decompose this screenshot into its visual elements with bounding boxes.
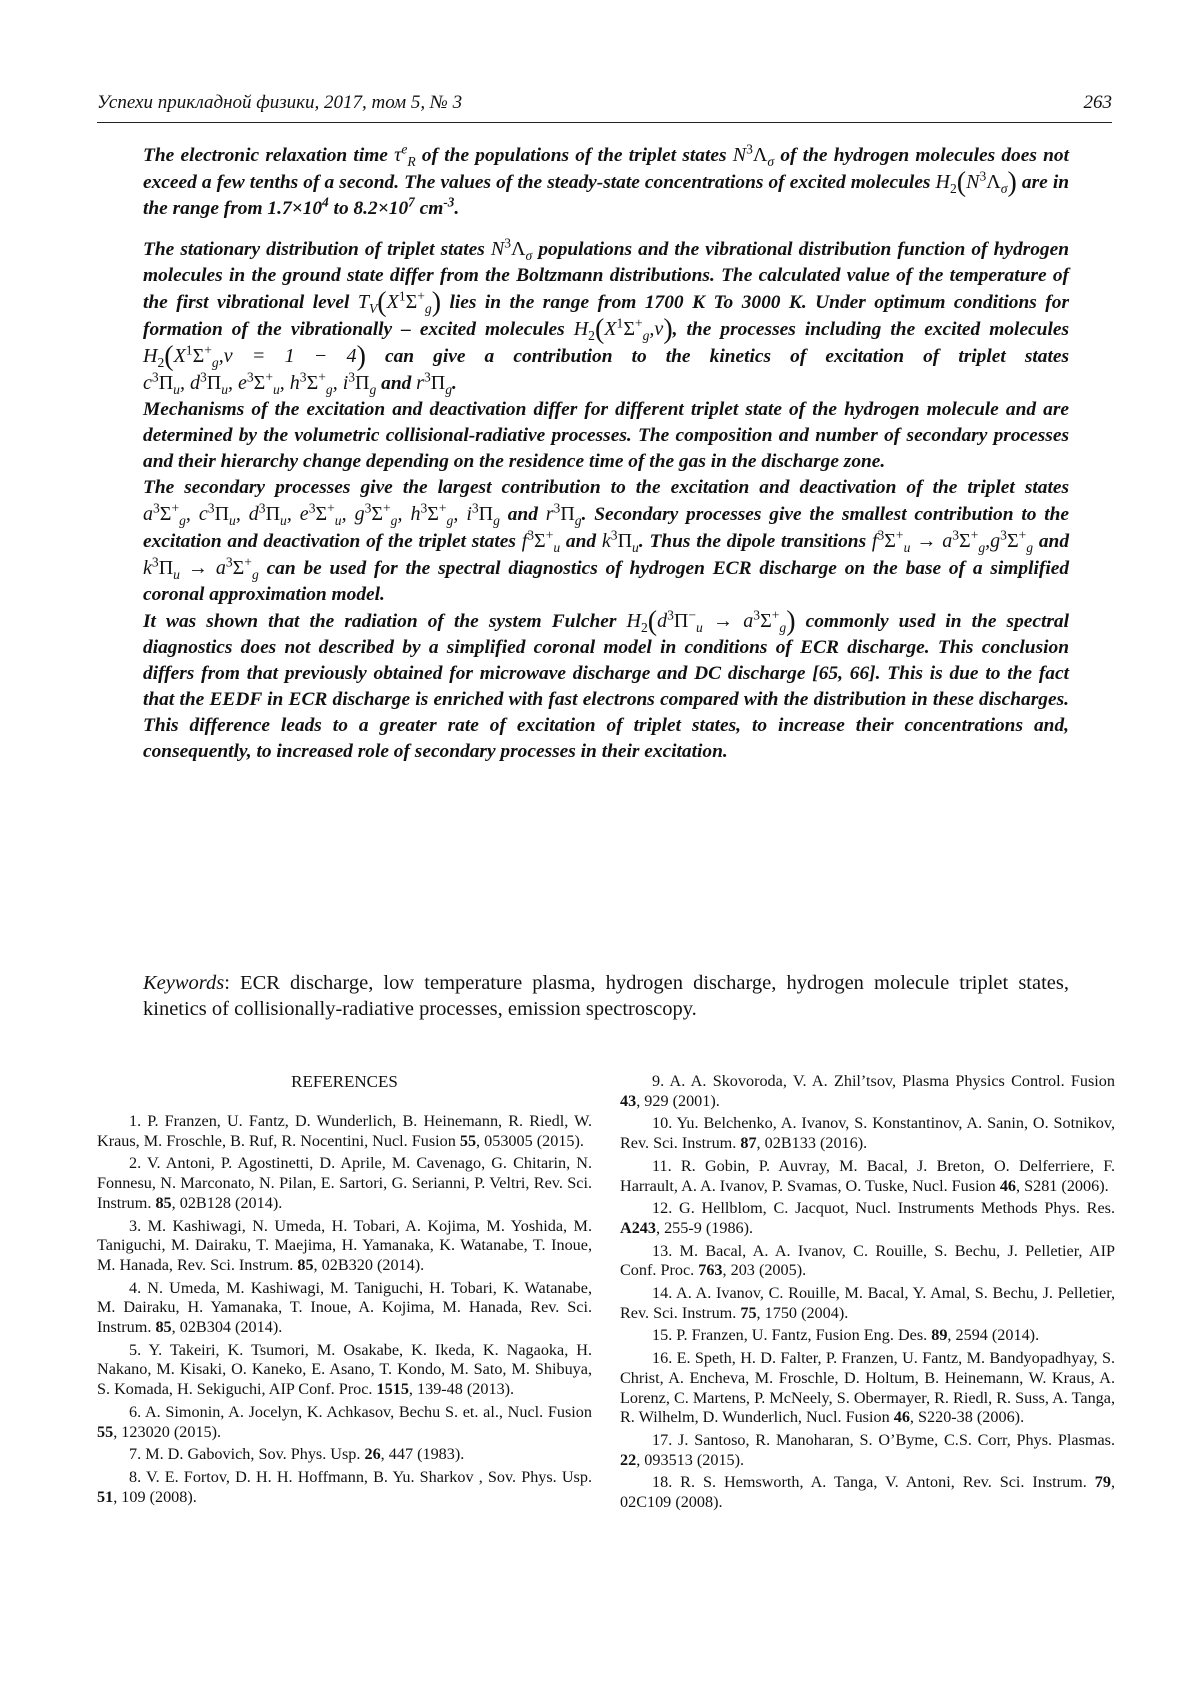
references-left-column [97,1112,592,1510]
formula-triplet-list-2: $a^3\Sigma^+_g$, $c^3\Pi_u$, $d^3\Pi_u$, $e^3\Sigma^+_u$, $g^3\Sigma^+_g$, $h^3\Sigma^+_g$, $i^3\Pi_g$ [143,500,500,528]
reference-item: 7. M. D. Gabovich, Sov. Phys. Usp. 26, 447 (1983). [129,1445,465,1464]
reference-volume: 85 [155,1193,172,1212]
page-number: 263 [1083,92,1112,113]
reference-item: 14. A. A. Ivanov, C. Rouille, M. Bacal, Y. Amal, S. Bechu, J. Pelletier, Rev. Sci. Instrum. 75, 1750 (2004). [620,1284,1115,1322]
formula-h2-x-v-range: $H_2(X^1\Sigma^+_g,v = 1 - 4)$ [143,341,366,372]
reference-item: 12. G. Hellblom, C. Jacquot, Nucl. Instruments Methods Phys. Res. A243, 255-9 (1986). [620,1199,1115,1237]
abstract-paragraph-5: It was shown that the radiation of the system Fulcher $H_2(d^3\Pi^-_u \to a^3\Sigma^+_g)$ commonly used in the spectral diagnostics does not described by a simplified coronal model in conditions of ECR discharge. This conclusion differs from that previously obtained for microwave discharge and DC discharge [65, 66]. This is due to the fact that the EEDF in ECR discharge is enriched with fast electrons compared with the distribution in these discharges. This difference leads to a greater rate of excitation of triplet states, to increase their concentrations and, consequently, to increased role of secondary processes in their excitation. [143,606,1069,762]
reference-volume: 79 [1094,1473,1111,1492]
reference-item: 4. N. Umeda, M. Kashiwagi, M. Taniguchi, H. Tobari, K. Watanabe, M. Dairaku, H. Yamanaka, T. Inoue, A. Kojima, M. Hanada, Rev. Sci. Instrum. 85, 02B304 (2014). [97,1278,592,1337]
formula-transition-f-to-a-g: $f^3\Sigma^+_u \to a^3\Sigma^+_g,g^3\Sigma^+_g$ [871,527,1034,555]
formula-triplet-list-1: $c^3\Pi_u$, $d^3\Pi_u$, $e^3\Sigma^+_u$, $h^3\Sigma^+_g$, $i^3\Pi_g$ [143,369,377,397]
reference-volume: 46 [999,1176,1016,1195]
reference-item: 3. M. Kashiwagi, N. Umeda, H. Tobari, A. Kojima, M. Yoshida, M. Taniguchi, M. Dairaku, T. Maejima, H. Yamanaka, K. Watanabe, T. Inoue, M. Hanada, Rev. Sci. Instrum. 85, 02B320 (2014). [97,1216,592,1274]
reference-volume: 51 [97,1487,114,1506]
reference-item: 16. E. Speth, H. D. Falter, P. Franzen, U. Fantz, M. Bandyopadhyay, S. Christ, A. Encheva, M. Froschle, D. Holtum, B. Heinemann, W. Kraus, A. Lorenz, C. Martens, P. McNeely, S. Obermayer, R. Riedl, R. Suss, A. Tanga, R. Wilhelm, D. Wunderlich, Nucl. Fusion 46, S220-38 (2006). [620,1349,1115,1427]
reference-item: 15. P. Franzen, U. Fantz, Fusion Eng. Des. 89, 2594 (2014). [652,1326,1040,1345]
reference-volume: 55 [459,1131,477,1150]
abstract-paragraph-2: The stationary distribution of triplet states $N^3\Lambda_\sigma$ populations and the vibrational distribution function of hydrogen molecules in the ground state differ from the Boltzmann distributions. The calculated value of the temperature of the first vibrational level $T_V(X^1\Sigma^+_g)$ lies in the range from 1700 K To 3000 K. Under optimum conditions for formation of the vibrationally – excited molecules $H_2(X^1\Sigma^+_g,v)$, the processes including the excited molecules $H_2(X^1\Sigma^+_g,v = 1 - 4)$ can give a contribution to the kinetics of excitation of triplet states $c^3\Pi_u$, $d^3\Pi_u$, $e^3\Sigma^+_u$, $h^3\Sigma^+_g$, $i^3\Pi_g$ and $r^3\Pi_g$. [143,235,1069,397]
abstract-paragraph-4: The secondary processes give the largest contribution to the excitation and deactivation of the triplet states $a^3\Sigma^+_g$, $c^3\Pi_u$, $d^3\Pi_u$, $e^3\Sigma^+_u$, $g^3\Sigma^+_g$, $h^3\Sigma^+_g$, $i^3\Pi_g$ and $r^3\Pi_g$. Secondary processes give the smallest contribution to the excitation and deactivation of the triplet states $f^3\Sigma^+_u$ and $k^3\Pi_u$. Thus the dipole transitions $f^3\Sigma^+_u \to a^3\Sigma^+_g,g^3\Sigma^+_g$ and $k^3\Pi_u \to a^3\Sigma^+_g$ can be used for the spectral diagnostics of hydrogen ECR discharge on the base of a simplified coronal approximation model. [143,477,1070,605]
reference-volume: 85 [297,1255,314,1274]
formula-r3pi-2: $r^3\Pi_g$ [545,500,582,528]
reference-volume: 87 [740,1134,757,1153]
reference-item: 17. J. Santoso, R. Manoharan, S. O’Byme, C.S. Corr, Phys. Plasmas. 22, 093513 (2015). [620,1430,1115,1469]
formula-n3-lambda-2: $N^3\Lambda_\sigma$ [490,235,533,263]
formula-f3sigma: $f^3\Sigma^+_u$ [521,527,561,555]
abstract [143,142,1069,765]
reference-item: 13. M. Bacal, A. A. Ivanov, C. Rouille, S. Bechu, J. Pelletier, AIP Conf. Proc. 763, 203 (2005). [620,1241,1115,1280]
journal-title: Успехи прикладной физики, 2017, том 5, № 3 [97,92,463,113]
reference-volume: 43 [620,1091,637,1110]
reference-volume: 75 [740,1303,757,1322]
reference-item: 5. Y. Takeiri, K. Tsumori, M. Osakabe, K. Ikeda, K. Nagaoka, H. Nakano, M. Kisaki, O. Kaneko, E. Asano, T. Kondo, M. Sato, M. Shibuya, S. Komada, H. Sekiguchi, AIP Conf. Proc. 1515, 139-48 (2013). [97,1340,592,1399]
reference-volume: 46 [893,1408,910,1427]
reference-volume: 26 [364,1445,381,1464]
formula-r3pi: $r^3\Pi_g$ [416,369,453,397]
reference-volume: 89 [931,1326,948,1345]
abstract-paragraph-3: Mechanisms of the excitation and deactivation differ for different triplet state of the hydrogen molecule and are determined by the volumetric collisional-radiative processes. The composition and number of secondary processes and their hierarchy change depending on the residence time of the gas in the discharge zone. [143,399,1069,472]
reference-volume: A243 [620,1218,656,1237]
reference-volume: 85 [155,1318,172,1337]
reference-item: 10. Yu. Belchenko, A. Ivanov, S. Konstantinov, A. Sanin, O. Sotnikov, Rev. Sci. Instrum. 87, 02B133 (2016). [620,1114,1115,1153]
reference-item: 6. A. Simonin, A. Jocelyn, K. Achkasov, Bechu S. et. al., Nucl. Fusion 55, 123020 (2015). [97,1402,592,1441]
formula-transition-k-to-a: $k^3\Pi_u \to a^3\Sigma^+_g$ [143,554,259,582]
formula-tv-x1sigma: $T_V(X^1\Sigma^+_g)$ [357,287,442,318]
reference-volume: 55 [97,1422,114,1441]
formula-h2-x-v: $H_2(X^1\Sigma^+_g,v)$ [573,314,673,345]
formula-tau-r: $\tau^e_R$ [394,141,416,169]
reference-item: 18. R. S. Hemsworth, A. Tanga, V. Antoni, Rev. Sci. Instrum. 79, 02C109 (2008). [620,1473,1115,1512]
reference-item: 9. A. A. Skovoroda, V. A. Zhil’tsov, Plasma Physics Control. Fusion 43, 929 (2001). [620,1072,1115,1110]
formula-k3pi: $k^3\Pi_u$ [601,527,639,555]
reference-item: 1. P. Franzen, U. Fantz, D. Wunderlich, B. Heinemann, R. Riedl, W. Kraus, M. Froschle, B. Ruf, R. Nocentini, Nucl. Fusion 55, 053005 (2015). [97,1112,592,1150]
formula-h2-n3-lambda: $H_2(N^3\Lambda_\sigma)$ [935,167,1017,198]
keywords-label: Keywords [143,972,225,994]
reference-volume: 1515 [376,1380,409,1399]
references-right-column [620,1072,1115,1516]
keywords-text: : ECR discharge, low temperature plasma, hydrogen discharge, hydrogen molecule triplet states, kinetics of collisionally-radiative processes, emission spectroscopy. [143,972,1069,1020]
keywords [143,970,1069,1022]
abstract-paragraph-1: The electronic relaxation time $\tau^e_R$ of the populations of the triplet states $N^3\Lambda_\sigma$ of the hydrogen molecules does not exceed a few tenths of a second. The values of the steady-state concentrations of excited molecules $H_2(N^3\Lambda_\sigma)$ are in the range from $1.7\times 10^4$ to $8.2\times 10^7$ $cm^{-3}$. [143,141,1069,219]
reference-item: 11. R. Gobin, P. Auvray, M. Bacal, J. Breton, O. Delferriere, F. Harrault, A. A. Ivanov, P. Svamas, O. Tuske, Nucl. Fusion 46, S281 (2006). [620,1156,1115,1195]
page-header [97,92,1112,123]
references-title: REFERENCES [291,1072,398,1091]
formula-fulcher-transition: $H_2(d^3\Pi^-_u \to a^3\Sigma^+_g)$ [626,606,796,637]
reference-item: 8. V. E. Fortov, D. H. H. Hoffmann, B. Yu. Sharkov , Sov. Phys. Usp. 51, 109 (2008). [97,1467,592,1506]
reference-volume: 22 [620,1450,637,1469]
reference-item: 2. V. Antoni, P. Agostinetti, D. Aprile, M. Cavenago, G. Chitarin, N. Fonnesu, N. Marconato, N. Pilan, E. Sartori, G. Serianni, P. Veltri, Rev. Sci. Instrum. 85, 02B128 (2014). [97,1154,592,1212]
reference-volume: 763 [698,1261,723,1280]
formula-n3-lambda: $N^3\Lambda_\sigma$ [732,141,775,169]
